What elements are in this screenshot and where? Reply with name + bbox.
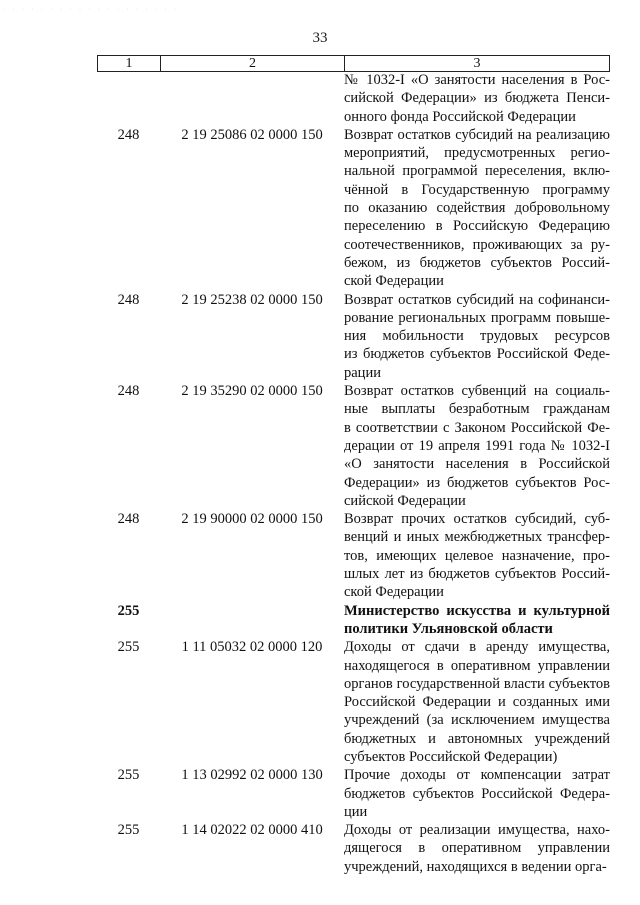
admin-code-cell: 248: [117, 511, 140, 528]
budget-code-cell: 1 11 05032 02 0000 120: [181, 639, 323, 656]
description-line: органов государственной власти субъектов: [344, 675, 610, 692]
description-line: находящегося в оперативном управлении: [344, 657, 610, 674]
description-line: Возврат прочих остатков субсидий, суб-: [344, 511, 610, 528]
table-row: [97, 291, 610, 382]
description-line: субъектов Российской Федерации): [344, 748, 558, 765]
table-row: [97, 382, 610, 510]
description-line: рации: [344, 364, 381, 381]
description-cell: [344, 510, 610, 601]
description-cell: [344, 126, 610, 291]
section-heading-row: [97, 602, 610, 639]
description-line: переселению в Российскую Федерацию: [344, 218, 610, 235]
admin-code-cell: 248: [117, 291, 140, 308]
description-line: «О занятости населения в Российской: [344, 456, 610, 473]
description-line: Возврат остатков субсидий на реализацию: [344, 126, 610, 143]
budget-code-cell: 2 19 25238 02 0000 150: [181, 291, 323, 308]
scan-artifact: · · · · · · · · · · · · · · · · · · ·: [3, 7, 179, 13]
description-line: рование региональных программ повыше-: [344, 309, 610, 326]
description-line: венций и иных межбюджетных трансфер-: [344, 529, 610, 546]
budget-code-cell: 1 14 02022 02 0000 410: [181, 822, 323, 839]
description-line: бюджетных и автономных учреждений: [344, 730, 610, 747]
admin-code-cell: 255: [117, 822, 140, 839]
description-line: из бюджетов субъектов Российской Феде-: [344, 346, 610, 363]
budget-code-cell: 1 13 02992 02 0000 130: [181, 767, 323, 784]
table-body: [97, 71, 610, 876]
description-line: Российской Федерации и созданных ими: [344, 694, 610, 711]
page-number: 33: [312, 30, 328, 46]
admin-code-cell: 248: [117, 126, 140, 143]
description-line: учреждений (за исключением имущества: [344, 712, 610, 729]
description-line: нальной программой переселения, вклю-: [344, 163, 610, 180]
description-line: ные выплаты безработным гражданам: [344, 401, 610, 418]
description-line: № 1032-I «О занятости населения в Рос-: [344, 72, 610, 88]
description-line: сийской Федерации» из бюджета Пенси-: [344, 90, 610, 107]
description-line: Доходы от сдачи в аренду имущества,: [344, 639, 610, 656]
description-cell: [344, 602, 610, 639]
description-cell: [344, 638, 610, 766]
table-row: [97, 126, 610, 291]
table-header: [97, 55, 610, 72]
description-line: Министерство искусства и культурной: [344, 602, 610, 619]
description-line: дящегося в оперативном управлении: [344, 840, 610, 857]
budget-code-cell: [160, 602, 344, 639]
column-header-1: 1: [98, 56, 161, 71]
description-line: ции: [344, 803, 368, 820]
description-line: Федерации» из бюджетов субъектов Рос-: [344, 474, 610, 491]
description-cell: [344, 71, 610, 126]
description-line: Прочие доходы от компенсации затрат: [344, 767, 610, 784]
description-line: учреждений, находящихся в ведении орга-: [344, 858, 607, 875]
description-line: политики Ульяновской области: [344, 620, 553, 637]
budget-code-cell: 2 19 90000 02 0000 150: [181, 511, 323, 528]
description-cell: [344, 291, 610, 382]
description-line: Возврат остатков субсидий на софинанси-: [344, 291, 610, 308]
description-line: соотечественников, проживающих за ру-: [344, 236, 610, 253]
column-header-2: 2: [161, 56, 345, 71]
description-line: в соответствии с Законом Российской Фе-: [344, 419, 610, 436]
description-line: ской Федерации: [344, 584, 444, 601]
description-line: мероприятий, предусмотренных регио-: [344, 145, 610, 162]
admin-code-cell: 255: [117, 602, 140, 619]
description-line: тов, имеющих целевое назначение, про-: [344, 547, 610, 564]
budget-code-cell: 2 19 25086 02 0000 150: [181, 126, 323, 143]
table-row: [97, 766, 610, 821]
description-line: онного фонда Российской Федерации: [344, 108, 576, 125]
table-row: [97, 510, 610, 601]
table-row: [97, 821, 610, 876]
table-row: [97, 638, 610, 766]
description-line: бюджетов субъектов Российской Федера-: [344, 785, 610, 802]
admin-code-cell: 255: [117, 639, 140, 656]
table-row: [97, 71, 610, 126]
description-cell: [344, 766, 610, 821]
description-line: ния мобильности трудовых ресурсов: [344, 328, 610, 345]
budget-code-cell: 2 19 35290 02 0000 150: [181, 383, 323, 400]
description-line: Возврат остатков субвенций на социаль-: [344, 383, 610, 400]
description-line: по оказанию содействия добровольному: [344, 200, 610, 217]
budget-code-cell: [160, 71, 344, 126]
description-cell: [344, 382, 610, 510]
description-line: чённой в Государственную программу: [344, 181, 610, 198]
description-line: Доходы от реализации имущества, нахо-: [344, 822, 610, 839]
description-line: сийской Федерации: [344, 492, 466, 509]
admin-code-cell: 255: [117, 767, 140, 784]
column-header-3: 3: [473, 56, 481, 71]
admin-code-cell: [97, 71, 160, 126]
description-line: дерации от 19 апреля 1991 года № 1032-I: [344, 437, 610, 454]
description-line: ской Федерации: [344, 273, 444, 290]
admin-code-cell: 248: [117, 383, 140, 400]
description-line: бежом, из бюджетов субъектов Россий-: [344, 254, 610, 271]
description-cell: [344, 821, 610, 876]
description-line: шлых лет из бюджетов субъектов Россий-: [344, 566, 610, 583]
